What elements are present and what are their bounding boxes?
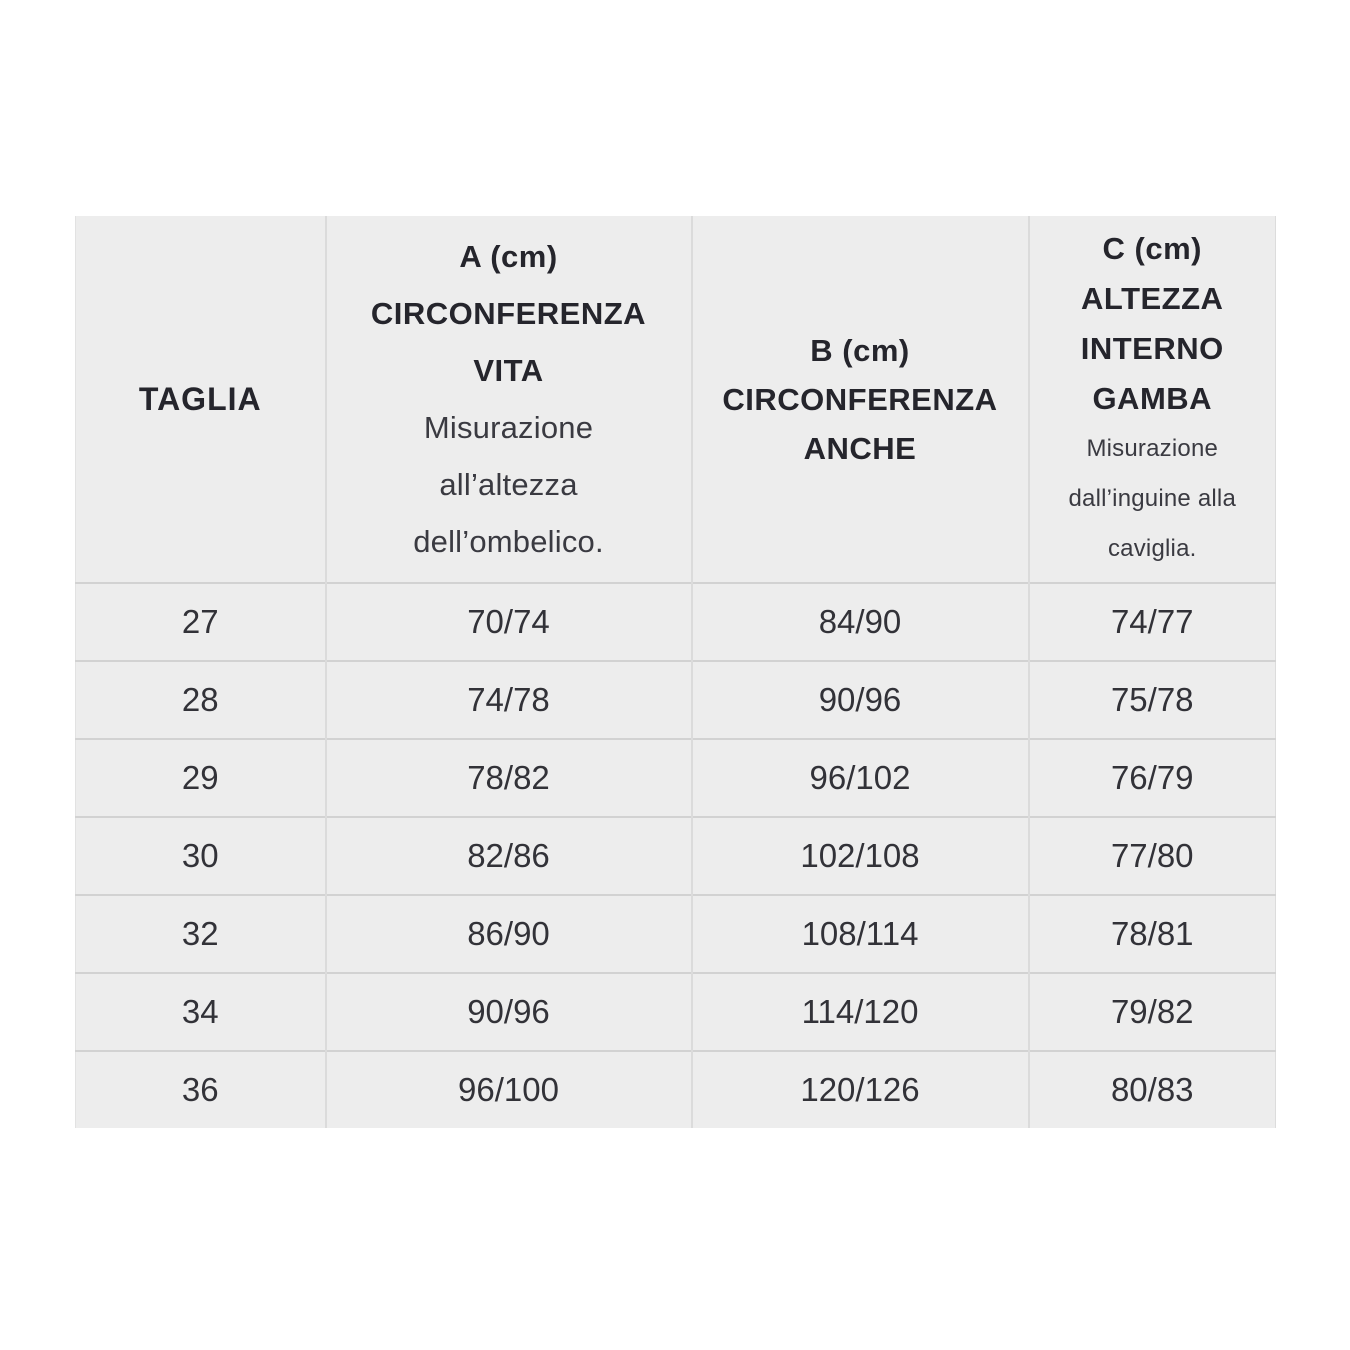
- column-note-line: caviglia.: [1107, 535, 1197, 562]
- table-row: [76, 1051, 1276, 1128]
- cell-gamba: 74/77: [1029, 583, 1276, 661]
- column-note-line: dell’ombelico.: [413, 524, 604, 559]
- cell-gamba: 78/81: [1029, 895, 1276, 973]
- cell-vita: 82/86: [326, 817, 692, 895]
- column-title-line: INTERNO: [1080, 331, 1224, 366]
- column-title-line: C (cm): [1102, 231, 1202, 266]
- table-row: [76, 583, 1276, 661]
- table-row: [76, 739, 1276, 817]
- cell-vita: 74/78: [326, 661, 692, 739]
- cell-taglia: 27: [76, 583, 326, 661]
- column-title-taglia: TAGLIA: [138, 380, 262, 417]
- cell-gamba: 77/80: [1029, 817, 1276, 895]
- cell-vita: 70/74: [326, 583, 692, 661]
- cell-taglia: 29: [76, 739, 326, 817]
- column-title-line: CIRCONFERENZA: [370, 296, 647, 331]
- column-title-line: VITA: [473, 353, 544, 388]
- size-chart-table: [75, 216, 1276, 1128]
- cell-taglia: 30: [76, 817, 326, 895]
- cell-taglia: 32: [76, 895, 326, 973]
- cell-taglia: 36: [76, 1051, 326, 1128]
- table-row: [76, 817, 1276, 895]
- cell-vita: 86/90: [326, 895, 692, 973]
- cell-gamba: 76/79: [1029, 739, 1276, 817]
- table-row: [76, 895, 1276, 973]
- cell-gamba: 79/82: [1029, 973, 1276, 1051]
- table-row: [76, 973, 1276, 1051]
- column-note-line: Misurazione: [1086, 435, 1219, 462]
- column-title-line: ALTEZZA: [1081, 281, 1224, 316]
- column-note-line: all’altezza: [439, 467, 578, 502]
- column-note-line: Misurazione: [423, 410, 594, 445]
- cell-gamba: 75/78: [1029, 661, 1276, 739]
- cell-taglia: 28: [76, 661, 326, 739]
- header-cell-altezza-interno-gamba: [1029, 216, 1276, 583]
- column-title-line: B (cm): [810, 332, 910, 368]
- header-cell-circonferenza-anche: [692, 216, 1029, 583]
- cell-anche: 90/96: [692, 661, 1029, 739]
- cell-taglia: 34: [76, 973, 326, 1051]
- cell-vita: 90/96: [326, 973, 692, 1051]
- column-title-line: ANCHE: [803, 430, 917, 466]
- header-row: [76, 216, 1276, 583]
- table-row: [76, 661, 1276, 739]
- header-cell-circonferenza-vita: [326, 216, 692, 583]
- column-title-line: GAMBA: [1092, 381, 1213, 416]
- cell-anche: 96/102: [692, 739, 1029, 817]
- cell-vita: 78/82: [326, 739, 692, 817]
- cell-anche: 120/126: [692, 1051, 1029, 1128]
- cell-anche: 84/90: [692, 583, 1029, 661]
- cell-anche: 114/120: [692, 973, 1029, 1051]
- cell-vita: 96/100: [326, 1051, 692, 1128]
- header-cell-taglia: [76, 216, 326, 583]
- cell-gamba: 80/83: [1029, 1051, 1276, 1128]
- column-title-line: CIRCONFERENZA: [722, 381, 998, 417]
- cell-anche: 102/108: [692, 817, 1029, 895]
- column-note-line: dall’inguine alla: [1068, 485, 1237, 512]
- cell-anche: 108/114: [692, 895, 1029, 973]
- column-title-line: A (cm): [459, 239, 558, 274]
